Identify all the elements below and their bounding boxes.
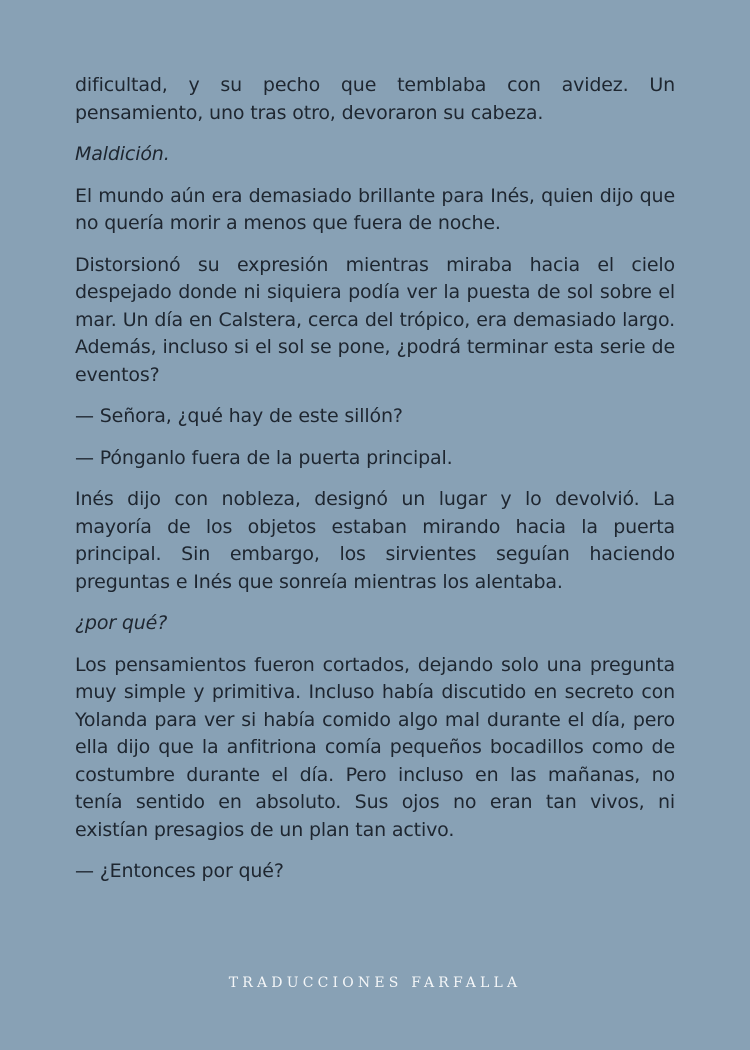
page-body	[75, 72, 675, 900]
paragraph: Los pensamientos fueron cortados, dejando solo una pregunta muy simple y primitiva. Incluso había discutido en secreto con Yolanda para ver si había comido algo mal durante el día, pero ella dijo que la anfitriona comía pequeños bocadillos como de costumbre durante el día. Pero incluso en las mañanas, no tenía sentido en absoluto. Sus ojos no eran tan vivos, ni existían presagios de un plan tan activo.	[75, 653, 675, 841]
italic-thought: ¿por qué?	[75, 612, 168, 634]
italic-thought: Maldición.	[75, 143, 170, 165]
footer-credit: TRADUCCIONES FARFALLA	[228, 975, 522, 991]
paragraph: Distorsionó su expresión mientras miraba hacia el cielo despejado donde ni siquiera podía ver la puesta de sol sobre el mar. Un día en Calstera, cerca del trópico, era demasiado largo. Además, incluso si el sol se pone, ¿podrá terminar esta serie de eventos?	[75, 253, 675, 386]
paragraph: El mundo aún era demasiado brillante para Inés, quien dijo que no quería morir a menos que fuera de noche.	[75, 184, 675, 234]
dialogue-line: — ¿Entonces por qué?	[75, 860, 284, 882]
dialogue-line: — Pónganlo fuera de la puerta principal.	[75, 446, 453, 469]
dialogue-line: — Señora, ¿qué hay de este sillón?	[75, 405, 403, 427]
paragraph: dificultad, y su pecho que temblaba con avidez. Un pensamiento, uno tras otro, devoraron su cabeza.	[75, 74, 675, 124]
paragraph: Inés dijo con nobleza, designó un lugar y lo devolvió. La mayoría de los objetos estaban mirando hacia la puerta principal. Sin embargo, los sirvientes seguían haciendo preguntas e Inés que sonreía mientras los alentaba.	[75, 488, 675, 593]
